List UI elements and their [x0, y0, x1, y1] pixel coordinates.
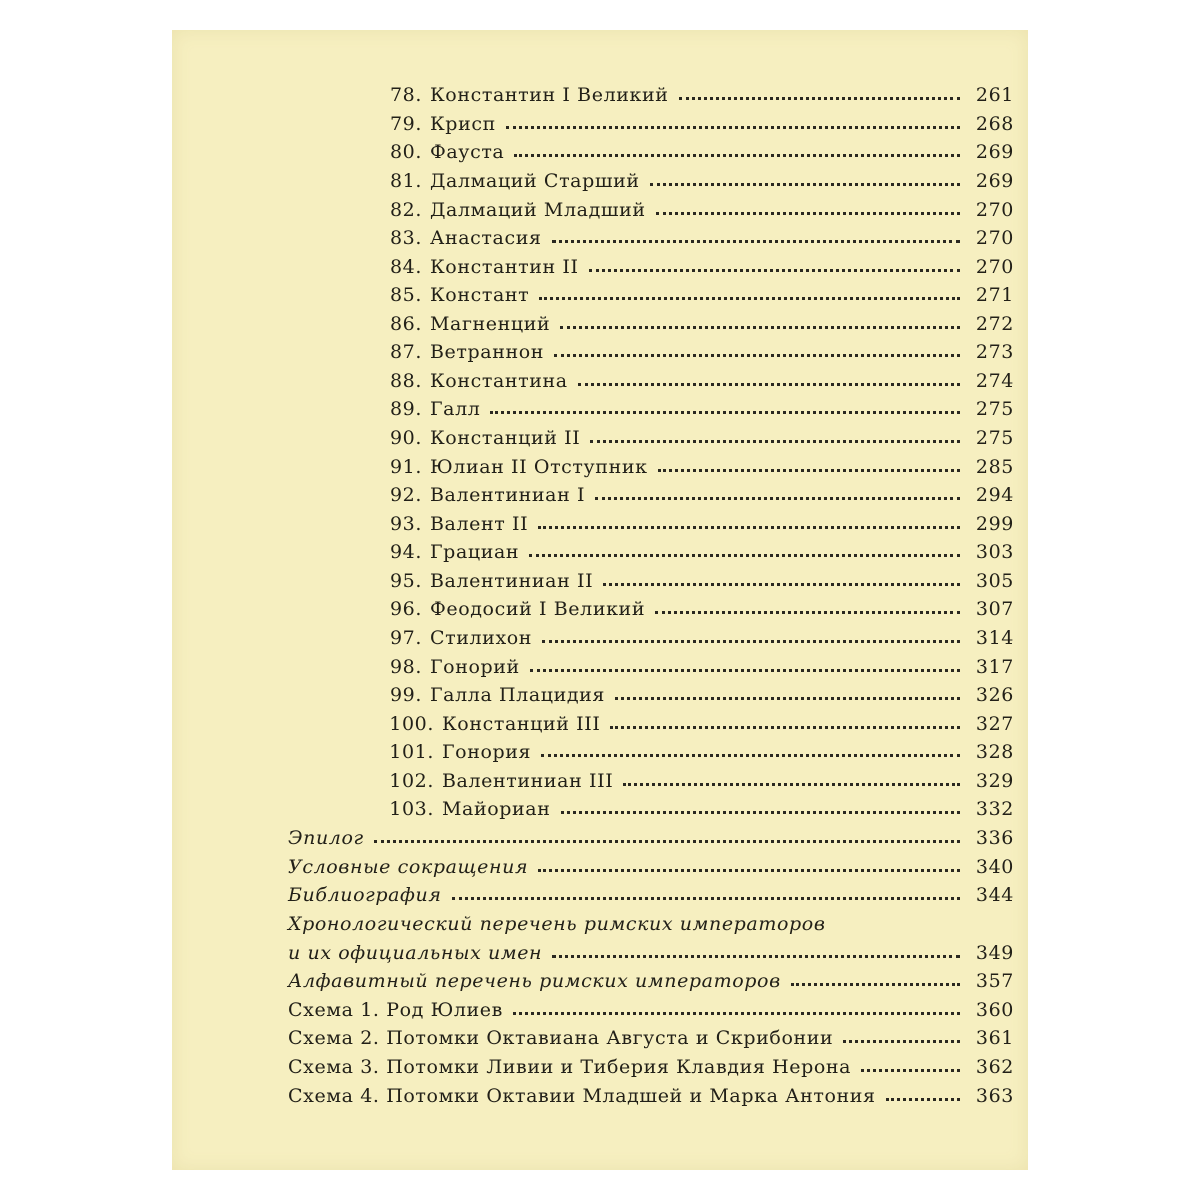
entry-page: 349	[975, 942, 1014, 964]
entry-page: 362	[975, 1056, 1014, 1078]
entry-title: Магненций	[430, 313, 551, 335]
toc-entry-bibliography	[288, 878, 1014, 906]
leader-dots	[552, 240, 960, 243]
entry-title: Констанций II	[430, 427, 581, 449]
leader-dots	[542, 640, 960, 643]
leader-dots	[539, 297, 960, 300]
entry-title: Валент II	[430, 513, 529, 535]
entry-page: 270	[975, 199, 1014, 221]
entry-page: 275	[975, 427, 1014, 449]
entry-title: Гонорий	[430, 656, 520, 678]
toc-entry-83	[381, 221, 1014, 249]
entry-title: Анастасия	[430, 227, 542, 249]
entry-page: 327	[975, 713, 1014, 735]
entry-page: 274	[975, 370, 1014, 392]
entry-title: Крисп	[430, 113, 496, 135]
entry-title: Константин II	[430, 256, 579, 278]
entry-title: Схема 1. Род Юлиев	[288, 999, 503, 1021]
entry-page: 294	[975, 484, 1014, 506]
leader-dots	[554, 354, 960, 357]
book-page	[172, 30, 1028, 1170]
toc-entry-92	[381, 478, 1014, 506]
toc-entry-scheme-2	[288, 1021, 1014, 1049]
entry-page: 261	[975, 84, 1014, 106]
entry-page: 314	[975, 627, 1014, 649]
leader-dots	[861, 1069, 960, 1072]
entry-title: Алфавитный перечень римских императоров	[288, 970, 781, 992]
entry-number: 85.	[389, 284, 422, 306]
entry-number: 91.	[389, 456, 422, 478]
toc-entry-102	[381, 764, 1014, 792]
entry-page: 303	[975, 541, 1014, 563]
entry-title: Феодосий I Великий	[430, 598, 646, 620]
toc-entry-84	[381, 250, 1014, 278]
leader-dots	[530, 669, 960, 672]
toc-entry-93	[381, 507, 1014, 535]
entry-number: 87.	[389, 341, 422, 363]
leader-dots	[513, 1012, 960, 1015]
leader-dots	[623, 783, 960, 786]
entry-number: 79.	[389, 113, 422, 135]
entry-page: 285	[975, 456, 1014, 478]
entry-page: 305	[975, 570, 1014, 592]
leader-dots	[679, 97, 960, 100]
entry-title: Библиография	[288, 884, 442, 906]
leader-dots	[590, 440, 960, 443]
toc-entry-scheme-4	[288, 1079, 1014, 1107]
entry-title: Фауста	[430, 141, 505, 163]
toc-entry-98	[381, 650, 1014, 678]
toc-entry-99	[381, 678, 1014, 706]
entry-page: 329	[975, 770, 1014, 792]
leader-dots	[506, 126, 960, 129]
toc-entry-103	[381, 792, 1014, 820]
toc-entry-88	[381, 364, 1014, 392]
entry-title: Схема 4. Потомки Октавии Младшей и Марка Антония	[288, 1085, 876, 1107]
entry-page: 299	[975, 513, 1014, 535]
entry-page: 271	[975, 284, 1014, 306]
entry-page: 336	[975, 827, 1014, 849]
entry-number: 92.	[389, 484, 422, 506]
entry-page: 357	[975, 970, 1014, 992]
entry-title: Далмаций Старший	[430, 170, 640, 192]
leader-dots	[603, 583, 960, 586]
toc-entry-scheme-3	[288, 1050, 1014, 1078]
toc-entry-79	[381, 107, 1014, 135]
entry-page: 326	[975, 684, 1014, 706]
leader-dots	[843, 1040, 960, 1043]
entry-number: 84.	[389, 256, 422, 278]
entry-page: 360	[975, 999, 1014, 1021]
toc-entry-87	[381, 335, 1014, 363]
entry-number: 94.	[389, 541, 422, 563]
leader-dots	[538, 526, 960, 529]
toc-entry-95	[381, 564, 1014, 592]
entry-page: 270	[975, 227, 1014, 249]
entry-page: 340	[975, 856, 1014, 878]
entry-title: Схема 2. Потомки Октавиана Августа и Скрибонии	[288, 1027, 834, 1049]
entry-title: Гонория	[442, 741, 532, 763]
entry-number: 81.	[389, 170, 422, 192]
toc-entry-scheme-1	[288, 993, 1014, 1021]
entry-page: 275	[975, 398, 1014, 420]
toc-entry-91	[381, 450, 1014, 478]
leader-dots	[529, 554, 960, 557]
entry-title: Галла Плацидия	[430, 684, 606, 706]
entry-title: Галл	[430, 398, 481, 420]
leader-dots	[374, 840, 960, 843]
entry-number: 97.	[389, 627, 422, 649]
entry-number: 82.	[389, 199, 422, 221]
leader-dots	[791, 983, 960, 986]
entry-title: Стилихон	[430, 627, 533, 649]
entry-title: Условные сокращения	[288, 856, 529, 878]
leader-dots	[615, 697, 960, 700]
entry-page: 332	[975, 798, 1014, 820]
toc-entry-82	[381, 193, 1014, 221]
toc-entry-94	[381, 535, 1014, 563]
entry-number: 103.	[389, 798, 434, 820]
entry-number: 83.	[389, 227, 422, 249]
toc-entry-89	[381, 392, 1014, 420]
toc-entry-alphabetical	[288, 964, 1014, 992]
toc-entry-85	[381, 278, 1014, 306]
entry-number: 80.	[389, 141, 422, 163]
toc-entry-86	[381, 307, 1014, 335]
leader-dots	[658, 469, 960, 472]
leader-dots	[538, 869, 960, 872]
leader-dots	[561, 811, 960, 814]
entry-number: 95.	[389, 570, 422, 592]
leader-dots	[886, 1098, 960, 1101]
entry-page: 361	[975, 1027, 1014, 1049]
entry-title: Валентиниан II	[430, 570, 594, 592]
leader-dots	[656, 212, 960, 215]
entry-number: 101.	[389, 741, 434, 763]
toc-entry-chronological-line2	[288, 936, 1014, 964]
leader-dots	[514, 154, 960, 157]
entry-title: Эпилог	[288, 827, 364, 849]
toc-entry-abbreviations	[288, 850, 1014, 878]
entry-page: 272	[975, 313, 1014, 335]
entry-title: Ветраннон	[430, 341, 545, 363]
entry-title: Констант	[430, 284, 530, 306]
entry-title: Валентиниан III	[442, 770, 614, 792]
entry-title: и их официальных имен	[288, 942, 543, 964]
entry-page: 268	[975, 113, 1014, 135]
toc-entry-90	[381, 421, 1014, 449]
toc-entry-100	[381, 707, 1014, 735]
entry-number: 89.	[389, 398, 422, 420]
leader-dots	[541, 754, 960, 757]
entry-page: 328	[975, 741, 1014, 763]
toc-entry-80	[381, 135, 1014, 163]
entry-number: 102.	[389, 770, 434, 792]
leader-dots	[610, 726, 960, 729]
entry-page: 307	[975, 598, 1014, 620]
entry-page: 363	[975, 1085, 1014, 1107]
entry-number: 90.	[389, 427, 422, 449]
entry-title: Хронологический перечень римских императоров	[288, 913, 826, 935]
toc-entry-96	[381, 592, 1014, 620]
leader-dots	[578, 383, 960, 386]
entry-number: 88.	[389, 370, 422, 392]
entry-page: 273	[975, 341, 1014, 363]
entry-title: Константина	[430, 370, 568, 392]
entry-number: 93.	[389, 513, 422, 535]
entry-title: Схема 3. Потомки Ливии и Тиберия Клавдия Нерона	[288, 1056, 852, 1078]
leader-dots	[650, 183, 960, 186]
entry-number: 86.	[389, 313, 422, 335]
entry-title: Юлиан II Отступник	[430, 456, 648, 478]
entry-title: Далмаций Младший	[430, 199, 646, 221]
entry-number: 99.	[389, 684, 422, 706]
entry-title: Майориан	[442, 798, 551, 820]
leader-dots	[552, 955, 960, 958]
toc-entry-81	[381, 164, 1014, 192]
entry-number: 98.	[389, 656, 422, 678]
toc-entry-78	[381, 78, 1014, 106]
leader-dots	[452, 897, 960, 900]
toc-entry-chronological-line1	[288, 907, 1014, 935]
leader-dots	[655, 611, 960, 614]
leader-dots	[560, 326, 960, 329]
entry-page: 317	[975, 656, 1014, 678]
entry-title: Константин I Великий	[430, 84, 669, 106]
table-of-contents	[172, 30, 1028, 1170]
entry-title: Констанций III	[442, 713, 601, 735]
entry-title: Валентиниан I	[430, 484, 586, 506]
entry-title: Грациан	[430, 541, 520, 563]
entry-number: 100.	[389, 713, 434, 735]
toc-entry-97	[381, 621, 1014, 649]
toc-entry-101	[381, 735, 1014, 763]
leader-dots	[589, 269, 960, 272]
entry-page: 269	[975, 141, 1014, 163]
entry-page: 344	[975, 884, 1014, 906]
entry-number: 96.	[389, 598, 422, 620]
entry-number: 78.	[389, 84, 422, 106]
leader-dots	[595, 497, 960, 500]
toc-entry-epilogue	[288, 821, 1014, 849]
leader-dots	[490, 411, 960, 414]
entry-page: 269	[975, 170, 1014, 192]
entry-page: 270	[975, 256, 1014, 278]
